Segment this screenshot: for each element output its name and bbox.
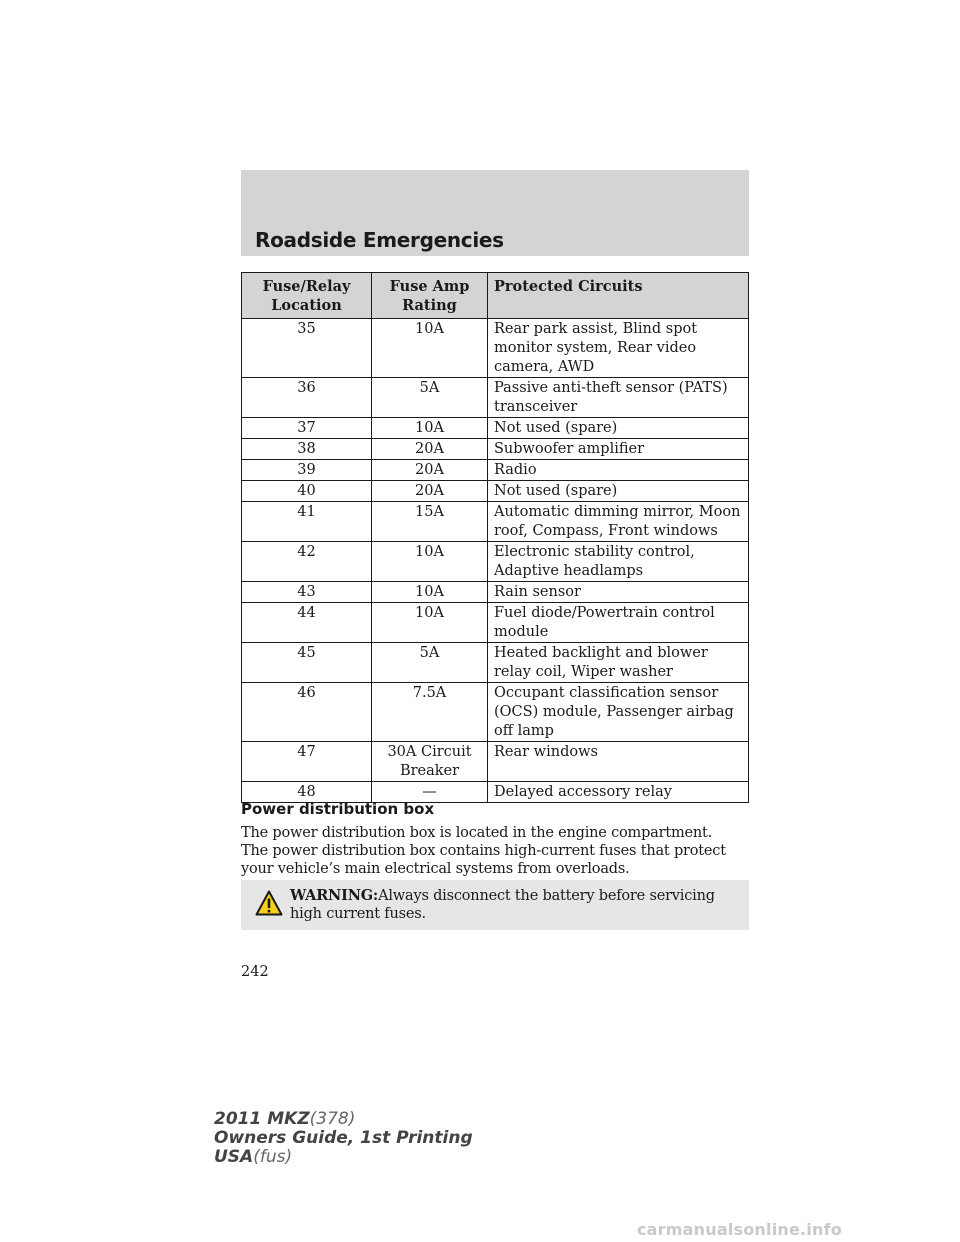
table-row bbox=[242, 481, 749, 502]
protected-circuits-cell: Automatic dimming mirror, Moon roof, Compass, Front windows bbox=[488, 502, 749, 542]
protected-circuits-cell: Rear park assist, Blind spot monitor system, Rear video camera, AWD bbox=[488, 319, 749, 378]
table-row bbox=[242, 742, 749, 782]
warning-message: Always disconnect the battery before servicing high current fuses. bbox=[290, 888, 715, 922]
fuse-amp-cell: 5A bbox=[372, 378, 488, 418]
table-row bbox=[242, 603, 749, 643]
power-distribution-heading: Power distribution box bbox=[241, 800, 435, 818]
protected-circuits-cell: Heated backlight and blower relay coil, Wiper washer bbox=[488, 643, 749, 683]
fuse-amp-cell: 10A bbox=[372, 542, 488, 582]
fuse-location-cell: 44 bbox=[242, 603, 372, 643]
protected-circuits-cell: Delayed accessory relay bbox=[488, 782, 749, 803]
fuse-location-cell: 46 bbox=[242, 683, 372, 742]
table-row bbox=[242, 683, 749, 742]
protected-circuits-cell: Not used (spare) bbox=[488, 481, 749, 502]
fuse-amp-cell: 20A bbox=[372, 460, 488, 481]
protected-circuits-cell: Occupant classification sensor (OCS) module, Passenger airbag off lamp bbox=[488, 683, 749, 742]
fuse-location-cell: 40 bbox=[242, 481, 372, 502]
protected-circuits-cell: Fuel diode/Powertrain control module bbox=[488, 603, 749, 643]
fuse-location-cell: 36 bbox=[242, 378, 372, 418]
protected-circuits-cell: Passive anti-theft sensor (PATS) transceiver bbox=[488, 378, 749, 418]
fuse-location-cell: 42 bbox=[242, 542, 372, 582]
section-title: Roadside Emergencies bbox=[255, 228, 504, 252]
warning-text bbox=[290, 887, 740, 923]
power-distribution-paragraph: The power distribution box is located in the engine compartment. The power distribution box contains high-current fuses that protect your vehicle’s main electrical systems from overloads. bbox=[241, 825, 726, 877]
table-row bbox=[242, 439, 749, 460]
table-row bbox=[242, 582, 749, 603]
fuse-amp-cell: 10A bbox=[372, 418, 488, 439]
table-row bbox=[242, 319, 749, 378]
column-header-protected-circuits: Protected Circuits bbox=[488, 273, 749, 319]
fuse-amp-cell: 5A bbox=[372, 643, 488, 683]
fuse-location-cell: 38 bbox=[242, 439, 372, 460]
protected-circuits-cell: Rain sensor bbox=[488, 582, 749, 603]
page-number: 242 bbox=[241, 964, 269, 980]
table-row bbox=[242, 643, 749, 683]
fuse-location-cell: 37 bbox=[242, 418, 372, 439]
table-row bbox=[242, 460, 749, 481]
warning-box bbox=[241, 880, 749, 930]
protected-circuits-cell: Subwoofer amplifier bbox=[488, 439, 749, 460]
fuse-location-cell: 45 bbox=[242, 643, 372, 683]
fuse-location-cell: 43 bbox=[242, 582, 372, 603]
fuse-table bbox=[241, 272, 749, 803]
fuse-amp-cell: — bbox=[372, 782, 488, 803]
footer-model-code: (378) bbox=[309, 1109, 356, 1129]
warning-label: WARNING: bbox=[290, 887, 379, 904]
fuse-amp-cell: 10A bbox=[372, 582, 488, 603]
footer-edition: Owners Guide, 1st Printing bbox=[214, 1128, 473, 1148]
fuse-amp-cell: 20A bbox=[372, 481, 488, 502]
footer-market-code: (fus) bbox=[253, 1147, 293, 1167]
footer-market: USA bbox=[214, 1147, 254, 1167]
fuse-amp-cell: 10A bbox=[372, 603, 488, 643]
footer-model: 2011 MKZ bbox=[214, 1109, 310, 1129]
fuse-amp-cell: 10A bbox=[372, 319, 488, 378]
fuse-amp-cell: 15A bbox=[372, 502, 488, 542]
print-footer bbox=[214, 1110, 473, 1167]
table-row bbox=[242, 418, 749, 439]
table-row bbox=[242, 542, 749, 582]
column-header-amp-rating: Fuse Amp Rating bbox=[372, 273, 488, 319]
fuse-location-cell: 47 bbox=[242, 742, 372, 782]
fuse-amp-cell: 20A bbox=[372, 439, 488, 460]
watermark: carmanualsonline.info bbox=[637, 1220, 842, 1239]
fuse-amp-cell: 30A Circuit Breaker bbox=[372, 742, 488, 782]
column-header-location: Fuse/Relay Location bbox=[242, 273, 372, 319]
fuse-location-cell: 39 bbox=[242, 460, 372, 481]
fuse-amp-cell: 7.5A bbox=[372, 683, 488, 742]
protected-circuits-cell: Rear windows bbox=[488, 742, 749, 782]
protected-circuits-cell: Not used (spare) bbox=[488, 418, 749, 439]
warning-triangle-icon bbox=[255, 890, 283, 916]
fuse-location-cell: 48 bbox=[242, 782, 372, 803]
fuse-location-cell: 41 bbox=[242, 502, 372, 542]
protected-circuits-cell: Radio bbox=[488, 460, 749, 481]
fuse-location-cell: 35 bbox=[242, 319, 372, 378]
table-header-row bbox=[242, 273, 749, 319]
table-row bbox=[242, 502, 749, 542]
table-row bbox=[242, 378, 749, 418]
protected-circuits-cell: Electronic stability control, Adaptive headlamps bbox=[488, 542, 749, 582]
